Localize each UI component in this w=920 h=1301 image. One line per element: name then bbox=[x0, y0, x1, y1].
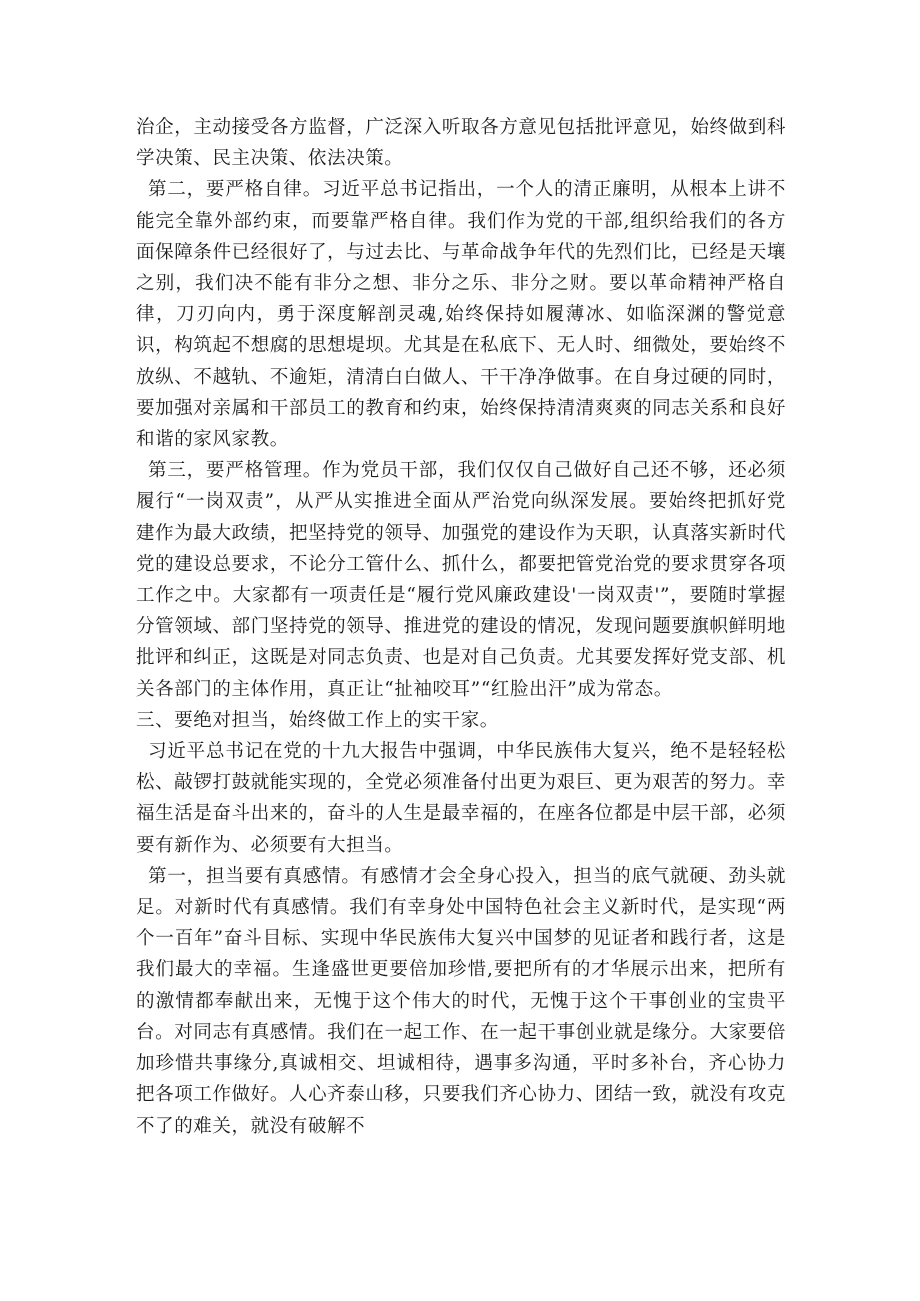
section-heading-three: 三、要绝对担当，始终做工作上的实干家。 bbox=[136, 709, 499, 731]
paragraph-strict-management: 第三，要严格管理。作为党员干部，我们仅仅自己做好自己还不够，还必须履行“一岗双责”，从严从实推进全面从严治党向纵深发展。要始终把抓好党建作为最大政绩，把坚持党的领导、加强党的建设作为天职，认真落实新时代党的建设总要求，不论分工管什么、抓什么，都要把管党治党的要求贯穿各项工作之中。大家都有一项责任是“履行党风廉政建设'一岗双责'”，要随时掌握分管领域、部门坚持党的领导、推进党的建设的情况，发现问题要旗帜鲜明地批评和纠正，这既是对同志负责、也是对自己负责。尤其要发挥好党支部、机关各部门的主体作用，真正让“扯袖咬耳”“红脸出汗”成为常态。 bbox=[136, 460, 786, 700]
paragraph-true-feelings: 第一，担当要有真感情。有感情才会全身心投入，担当的底气就硬、劲头就足。对新时代有真感情。我们有幸身处中国特色社会主义新时代，是实现“两个一百年”奋斗目标、实现中华民族伟大复兴中国梦的见证者和践行者，这是我们最大的幸福。生逢盛世更要倍加珍惜,要把所有的才华展示出来，把所有的激情都奉献出来，无愧于这个伟大的时代，无愧于这个干事创业的宝贵平台。对同志有真感情。我们在一起工作、在一起干事创业就是缘分。大家要倍加珍惜共事缘分,真诚相交、坦诚相待，遇事多沟通，平时多补台，齐心协力把各项工作做好。人心齐泰山移，只要我们齐心协力、团结一致，就没有攻克不了的难关，就没有破解不 bbox=[136, 865, 786, 1137]
paragraph-section-intro: 习近平总书记在党的十九大报告中强调，中华民族伟大复兴，绝不是轻轻松松、敲锣打鼓就能实现的，全党必须准备付出更为艰巨、更为艰苦的努力。幸福生活是奋斗出来的，奋斗的人生是最幸福的，在座各位都是中层干部，必须要有新作为、必须要有大担当。 bbox=[136, 741, 786, 856]
document-body bbox=[136, 112, 786, 1142]
paragraph-continuation: 治企，主动接受各方监督，广泛深入听取各方意见包括批评意见，始终做到科学决策、民主决策、依法决策。 bbox=[136, 117, 786, 170]
paragraph-self-discipline: 第二，要严格自律。习近平总书记指出，一个人的清正廉明，从根本上讲不能完全靠外部约束，而要靠严格自律。我们作为党的干部,组织给我们的各方面保障条件已经很好了，与过去比、与革命战争年代的先烈们比，已经是天壤之别，我们决不能有非分之想、非分之乐、非分之财。要以革命精神严格自律，刀刃向内，勇于深度解剖灵魂,始终保持如履薄冰、如临深渊的警觉意识，构筑起不想腐的思想堤坝。尤其是在私底下、无人时、细微处，要始终不放纵、不越轨、不逾矩，清清白白做人、干干净净做事。在自身过硬的同时，要加强对亲属和干部员工的教育和约束，始终保持清清爽爽的同志关系和良好和谐的家风家教。 bbox=[136, 179, 786, 451]
